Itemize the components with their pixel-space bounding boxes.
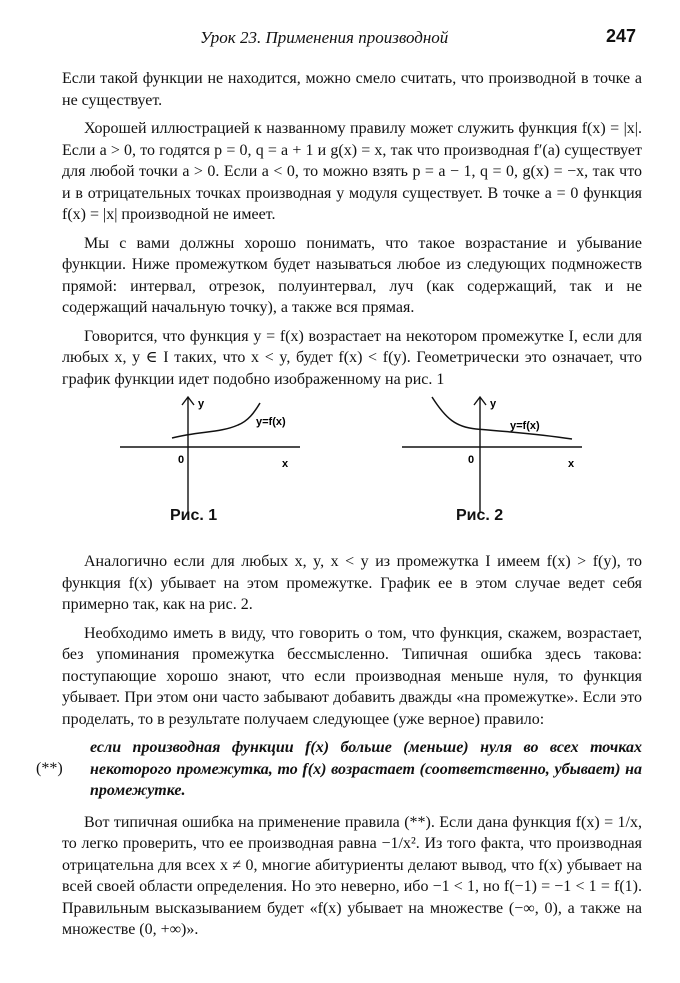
origin-label: 0 [468, 454, 475, 466]
paragraph: Аналогично если для любых x, y, x < y из промежутка I имеем f(x) > f(y), то функция f(x) убывает на этом промежутке. График ее в этом случае ведет себя примерно так, как на рис. 2. [62, 553, 642, 613]
paragraph: Необходимо иметь в виду, что говорить о том, что функция, скажем, возрастает, без упоминания промежутка бессмысленно. Типичная ошибка здесь такова: поступающие хорошо знают, что если производная меньше нуля, то функция убывает. При этом они часто забывают добавить дважды «на промежутке». Если это проделать, то в результате получаем следующее (уже верное) правило: [62, 624, 642, 728]
paragraph: Мы с вами должны хорошо понимать, что такое возрастание и убывание функции. Ниже промежутком будет называться любое из следующих подмножеств прямой: интервал, отрезок, полуинтервал, луч (как содержащий, так и не содержащий начальную точку), а также вся прямая. [62, 234, 642, 316]
curve-label: y=f(x) [510, 420, 540, 432]
figure-increasing [120, 395, 310, 522]
decreasing-graph [402, 395, 592, 515]
page-number: 247 [605, 26, 636, 46]
origin-label: 0 [178, 454, 185, 466]
figures-row [62, 395, 642, 545]
figure-decreasing [402, 395, 592, 522]
rule-text: если производная функции f(x) больше (меньше) нуля во всех точках некоторого промежутка, то f(x) возрастает (соответственно, убывает) на промежутке. [90, 739, 642, 799]
y-axis-label: y [490, 398, 497, 410]
figure-caption: Рис. 1 [170, 507, 218, 524]
paragraph: Хорошей иллюстрацией к названному правилу может служить функция f(x) = |x|. Если a > 0, то годятся p = 0, q = a + 1 и g(x) = x, так что производная f′(a) существует для любой точки a > 0. Если a < 0, то можно взять p = a − 1, q = 0, g(x) = −x, так что и в отрицательных точках производная у модуля существует. В точке a = 0 функция f(x) = |x| производной не имеет. [62, 120, 643, 223]
increasing-graph [120, 395, 310, 515]
page-body [36, 68, 643, 948]
y-axis-label: y [198, 398, 205, 410]
figure-caption: Рис. 2 [456, 507, 504, 524]
increasing-curve [172, 403, 260, 438]
paragraph: Говорится, что функция y = f(x) возрастает на некотором промежутке I, если для любых x, y ∈ I таких, что x < y, будет f(x) < f(y). Геометрически это означает, что график функции идет подобно изображенному на рис. 1 [62, 327, 642, 388]
rule-marker: (**) [36, 760, 63, 777]
x-axis-label: x [282, 458, 289, 470]
page-header [0, 24, 680, 54]
decreasing-curve [432, 397, 572, 439]
x-axis-label: x [568, 458, 575, 470]
rule-block [36, 737, 642, 802]
curve-label: y=f(x) [256, 416, 286, 428]
running-title: Урок 23. Применения производной [200, 28, 449, 47]
paragraph: Вот типичная ошибка на применение правила (**). Если дана функция f(x) = 1/x, то легко проверить, что ее производная равна −1/x². Из того факта, что производная отрицательна для всех x ≠ 0, многие абитуриенты делают вывод, что f(x) убывает на всей своей области определения. Но это неверно, ибо −1 < 1, но f(−1) = −1 < 1 = f(1). Правильным высказыванием будет «f(x) убывает на множестве (−∞, 0), а также на множестве (0, +∞)». [62, 813, 642, 938]
paragraph: Если такой функции не находится, можно смело считать, что производной в точке a не существует. [62, 70, 642, 109]
